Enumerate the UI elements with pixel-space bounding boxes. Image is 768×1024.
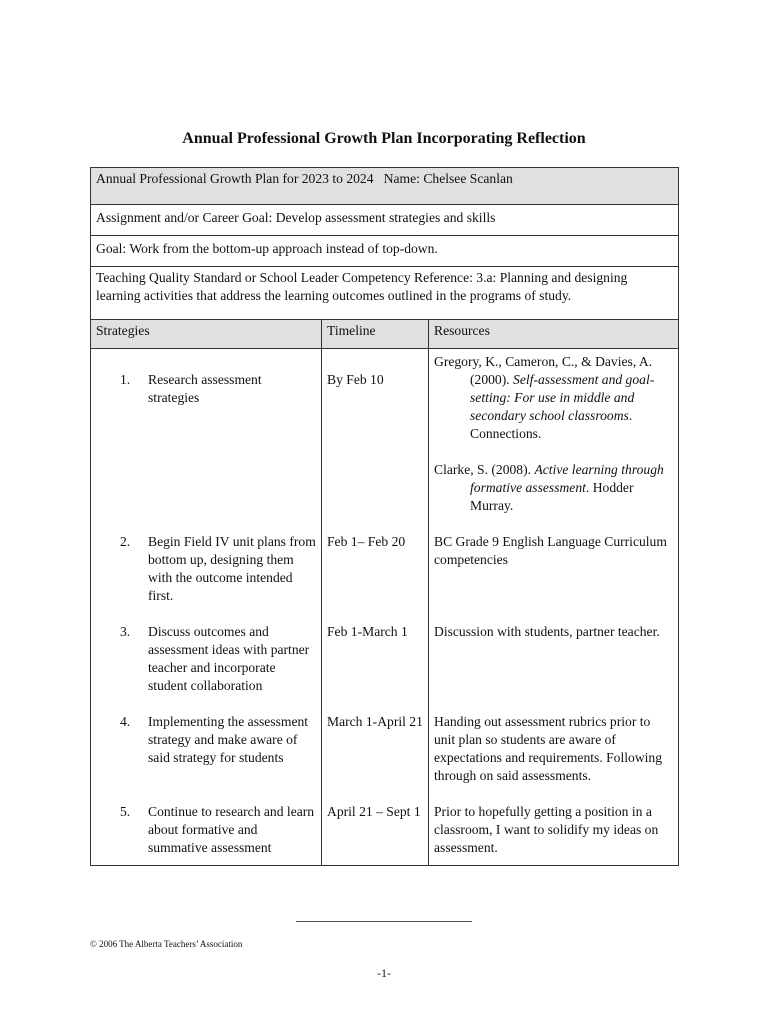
resource-publisher: . Hodder Murray. <box>470 480 634 513</box>
timeline-entry: Feb 1– Feb 20 <box>327 534 406 549</box>
timeline-cell <box>322 349 429 866</box>
strategy-number: 2. <box>120 534 131 549</box>
strategy-number: 3. <box>120 624 131 639</box>
resource-text: Discussion with students, partner teacher. <box>434 624 660 639</box>
strategy-row <box>96 353 316 515</box>
timeline-entry: April 21 – Sept 1 <box>327 804 421 819</box>
timeline-entry: March 1-April 21 <box>327 714 423 729</box>
resource-title: Self-assessment and goal-setting: For use in middle and secondary school classrooms <box>470 372 655 423</box>
standard-reference-cell: Teaching Quality Standard or School Leader Competency Reference: 3.a: Planning and designing learning activities that address the learning outcomes outlined in the programs of study. <box>91 267 679 320</box>
resource-publisher: . Connections. <box>470 408 633 441</box>
resource-group <box>434 803 673 857</box>
resource-entry <box>434 623 673 641</box>
resource-text: Gregory, K., Cameron, C., & Davies, A. (2000). <box>434 354 653 387</box>
strategy-item <box>120 623 316 695</box>
column-header-strategies: Strategies <box>91 320 322 349</box>
resources-list <box>434 353 673 857</box>
strategy-text: Discuss outcomes and assessment ideas with partner teacher and incorporate student collaboration <box>148 624 310 693</box>
strategy-number: 4. <box>120 714 131 729</box>
timeline-list <box>327 353 423 857</box>
strategy-item <box>120 803 316 857</box>
strategy-row <box>96 623 316 695</box>
strategy-row <box>96 803 316 857</box>
column-header-timeline: Timeline <box>322 320 429 349</box>
resource-entry <box>434 713 673 785</box>
strategy-text: Implementing the assessment strategy and make aware of said strategy for students <box>148 714 309 765</box>
strategy-text: Begin Field IV unit plans from bottom up, designing them with the outcome intended first. <box>148 534 316 603</box>
strategy-item <box>120 713 316 767</box>
goal-cell: Goal: Work from the bottom-up approach instead of top-down. <box>91 236 679 267</box>
resource-group <box>434 623 673 695</box>
resource-group <box>434 353 673 515</box>
copyright-notice: © 2006 The Alberta Teachers’ Association <box>90 939 243 949</box>
resource-group <box>434 533 673 605</box>
resource-text: BC Grade 9 English Language Curriculum competencies <box>434 534 667 567</box>
resource-entry <box>434 803 673 857</box>
strategies-cell <box>91 349 322 866</box>
plan-name-cell: Annual Professional Growth Plan for 2023 to 2024 Name: Chelsee Scanlan <box>91 168 679 205</box>
resource-text: Prior to hopefully getting a position in a classroom, I want to solidify my ideas on assessment. <box>434 804 659 855</box>
column-header-resources: Resources <box>429 320 679 349</box>
timeline-entry: Feb 1-March 1 <box>327 624 408 639</box>
strategy-item <box>120 371 316 407</box>
page-title: Annual Professional Growth Plan Incorporating Reflection <box>182 130 586 147</box>
resources-cell <box>429 349 679 866</box>
timeline-entry: By Feb 10 <box>327 372 384 387</box>
strategy-text: Research assessment strategies <box>148 372 262 405</box>
resource-entry <box>434 533 673 569</box>
strategy-number: 1. <box>120 372 131 387</box>
resource-entry <box>434 461 673 515</box>
growth-plan-table <box>90 167 679 866</box>
footer-divider <box>296 921 472 922</box>
strategy-row <box>96 533 316 605</box>
resource-text: Clarke, S. (2008). <box>434 462 535 477</box>
strategy-item <box>120 533 316 605</box>
resource-entry <box>434 353 673 443</box>
strategy-text: Continue to research and learn about formative and summative assessment <box>148 804 315 855</box>
strategy-row <box>96 713 316 785</box>
strategies-list <box>96 353 316 857</box>
resource-group <box>434 713 673 785</box>
resource-title: Active learning through formative assessment <box>470 462 664 495</box>
resource-text: Handing out assessment rubrics prior to unit plan so students are aware of expectations and requirements. Following through on said assessments. <box>434 714 663 783</box>
page-number: -1- <box>377 966 391 980</box>
assignment-goal-cell: Assignment and/or Career Goal: Develop assessment strategies and skills <box>91 205 679 236</box>
strategy-number: 5. <box>120 804 131 819</box>
